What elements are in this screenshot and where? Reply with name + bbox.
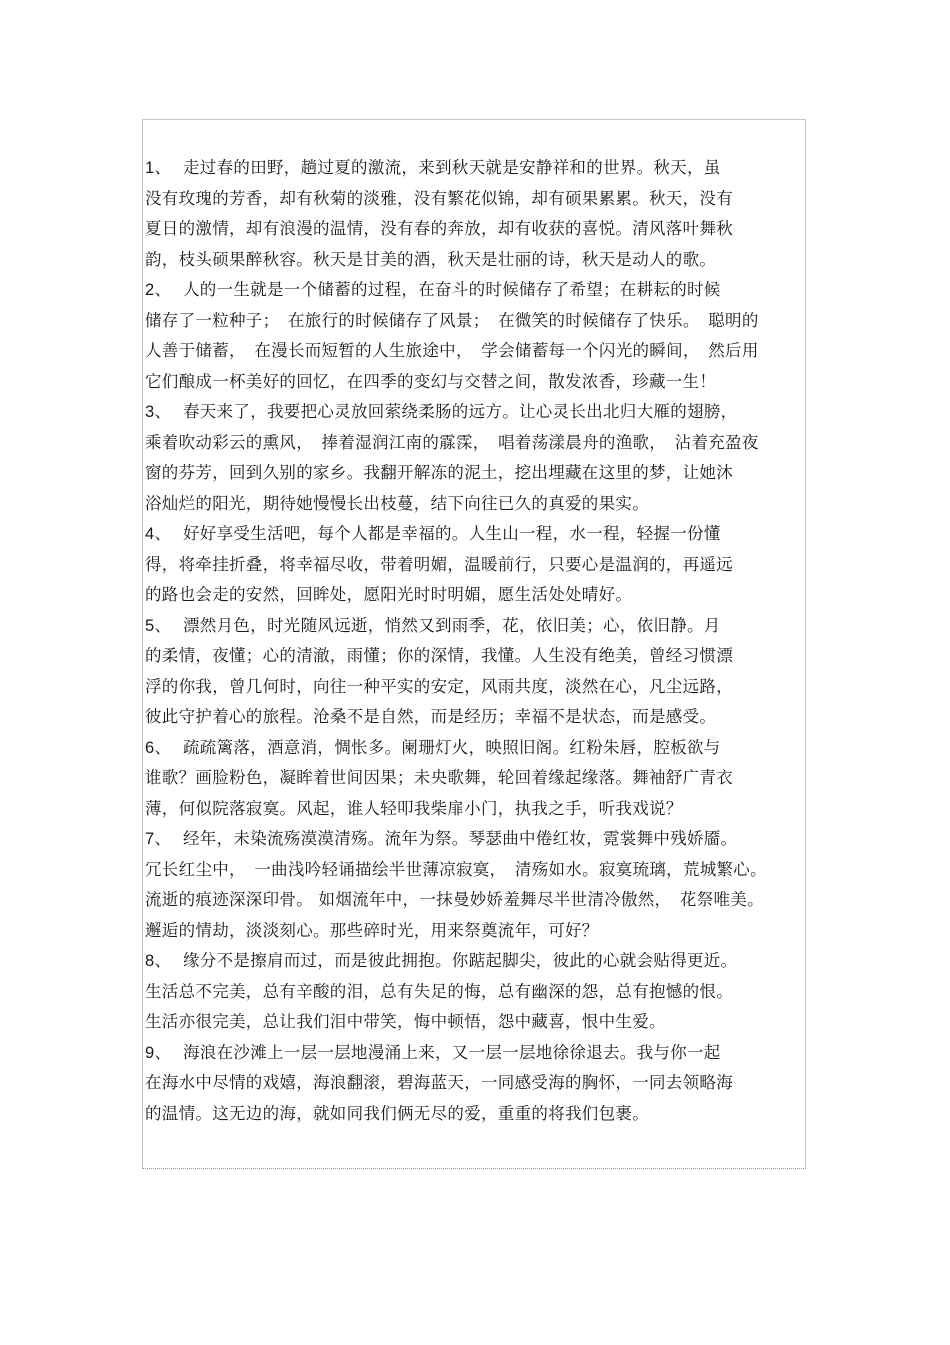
paragraph-line — [145, 367, 810, 398]
paragraph-line — [145, 885, 810, 916]
paragraph-line — [145, 916, 810, 947]
paragraph-text: 的柔情，夜懂；心的清澈，雨懂；你的深情，我懂。人生没有绝美，曾经习惯漂 — [145, 646, 733, 665]
paragraph-line — [145, 733, 810, 764]
paragraph-line — [145, 153, 810, 184]
paragraph-line — [145, 489, 810, 520]
paragraph-5 — [145, 611, 810, 733]
paragraph-text: 在海水中尽情的戏嬉，海浪翻滚，碧海蓝天，一同感受海的胸怀，一同去领略海 — [145, 1073, 733, 1092]
paragraph-line — [145, 214, 810, 245]
paragraph-9 — [145, 1038, 810, 1130]
paragraph-text: 缘分不是擦肩而过，而是彼此拥抱。你踮起脚尖，彼此的心就会贴得更近。 — [183, 951, 738, 970]
paragraph-text: 得，将牵挂折叠，将幸福尽收，带着明媚，温暖前行，只要心是温润的，再遥远 — [145, 554, 733, 574]
paragraph-line — [145, 946, 810, 977]
paragraph-line — [145, 1007, 810, 1038]
paragraph-text: 人善于储蓄， 在漫长而短暂的人生旅途中， 学会储蓄每一个闪光的瞬间， 然后用 — [145, 341, 759, 360]
paragraph-text: 邂逅的情劫，淡淡刻心。那些碎时光，用来祭奠流年，可好？ — [145, 920, 599, 940]
paragraph-line — [145, 580, 810, 611]
paragraph-number: 8、 — [145, 952, 172, 970]
paragraph-line — [145, 641, 810, 672]
paragraph-text: 春天来了，我要把心灵放回萦绕柔肠的远方。让心灵长出北归大雁的翅膀， — [183, 402, 738, 421]
paragraph-text: 走过春的田野，趟过夏的激流，来到秋天就是安静祥和的世界。秋天，虽 — [183, 158, 721, 177]
paragraph-text: 漂然月色，时光随风远逝，悄然又到雨季，花，依旧美；心，依旧静。月 — [183, 615, 721, 635]
paragraph-number: 1、 — [145, 159, 172, 177]
paragraph-line — [145, 1099, 810, 1130]
paragraph-text: 储存了一粒种子； 在旅行的时候储存了风景； 在微笑的时候储存了快乐。 聪明的 — [145, 310, 759, 330]
paragraph-7 — [145, 824, 810, 946]
paragraph-text: 疏疏篱落，酒意消，惆怅多。阑珊灯火，映照旧阁。红粉朱唇，腔板欲与 — [183, 737, 721, 757]
paragraph-line — [145, 428, 810, 459]
paragraph-1 — [145, 153, 810, 275]
paragraph-number: 2、 — [145, 281, 172, 299]
paragraph-number: 3、 — [145, 403, 172, 421]
paragraph-text: 冗长红尘中， 一曲浅吟轻诵描绘半世薄凉寂寞， 清殇如水。寂寞琉璃，荒城繁心。 — [145, 859, 767, 879]
paragraph-line — [145, 611, 810, 642]
paragraph-text: 韵，枝头硕果醉秋容。秋天是甘美的酒，秋天是壮丽的诗，秋天是动人的歌。 — [145, 249, 717, 269]
paragraph-text: 流逝的痕迹深深印骨。 如烟流年中，一抹曼妙娇羞舞尽半世清冷傲然， 花祭唯美。 — [145, 890, 764, 909]
paragraph-text: 没有玫瑰的芳香，却有秋菊的淡雅，没有繁花似锦，却有硕果累累。秋天，没有 — [145, 188, 733, 208]
paragraph-number: 9、 — [145, 1043, 172, 1062]
paragraph-line — [145, 977, 810, 1008]
paragraph-2 — [145, 275, 810, 397]
paragraph-text: 人的一生就是一个储蓄的过程，在奋斗的时候储存了希望；在耕耘的时候 — [183, 280, 721, 299]
paragraph-line — [145, 824, 810, 855]
paragraph-text: 海浪在沙滩上一层一层地漫涌上来，又一层一层地徐徐退去。我与你一起 — [183, 1042, 721, 1062]
paragraph-line — [145, 1068, 810, 1099]
paragraph-line — [145, 550, 810, 581]
paragraph-line — [145, 702, 810, 733]
paragraph-line — [145, 1038, 810, 1069]
paragraph-line — [145, 397, 810, 428]
paragraph-text: 薄，何似院落寂寞。风起，谁人轻叩我柴扉小门，执我之手，听我戏说？ — [145, 798, 683, 818]
paragraph-line — [145, 519, 810, 550]
paragraph-text: 窗的芬芳，回到久别的家乡。我翻开解冻的泥土，挖出埋藏在这里的梦，让她沐 — [145, 463, 733, 482]
paragraph-line — [145, 794, 810, 825]
paragraph-8 — [145, 946, 810, 1038]
paragraph-6 — [145, 733, 810, 825]
paragraph-line — [145, 184, 810, 215]
paragraph-text: 生活总不完美，总有辛酸的泪，总有失足的悔，总有幽深的怨，总有抱憾的恨。 — [145, 981, 733, 1001]
document-body — [145, 153, 810, 1129]
paragraph-line — [145, 763, 810, 794]
paragraph-number: 4、 — [145, 525, 172, 543]
paragraph-text: 的路也会走的安然，回眸处，愿阳光时时明媚，愿生活处处晴好。 — [145, 585, 633, 604]
paragraph-number: 7、 — [145, 830, 172, 848]
paragraph-line — [145, 336, 810, 367]
paragraph-4 — [145, 519, 810, 611]
paragraph-text: 夏日的激情，却有浪漫的温情，没有春的奔放，却有收获的喜悦。清风落叶舞秋 — [145, 219, 733, 238]
paragraph-text: 彼此守护着心的旅程。沧桑不是自然，而是经历；幸福不是状态，而是感受。 — [145, 707, 717, 726]
paragraph-line — [145, 458, 810, 489]
paragraph-3 — [145, 397, 810, 519]
paragraph-number: 5、 — [145, 616, 172, 635]
paragraph-text: 浮的你我，曾几何时，向往一种平实的安定，风雨共度，淡然在心，凡尘远路， — [145, 676, 733, 696]
paragraph-text: 谁歌？画脸粉色，凝眸着世间因果；未央歌舞，轮回着缘起缘落。舞袖舒广青衣 — [145, 768, 733, 787]
paragraph-line — [145, 672, 810, 703]
paragraph-line — [145, 306, 810, 337]
paragraph-text: 它们酿成一杯美好的回忆，在四季的变幻与交替之间，散发浓香，珍藏一生！ — [145, 371, 717, 391]
paragraph-number: 6、 — [145, 738, 172, 757]
paragraph-line — [145, 275, 810, 306]
paragraph-line — [145, 855, 810, 886]
paragraph-text: 经年，未染流殇漠漠清殇。流年为祭。琴瑟曲中倦红妆，霓裳舞中残娇靥。 — [183, 829, 738, 848]
paragraph-text: 乘着吹动彩云的熏风， 捧着湿润江南的霡霂， 唱着荡漾晨舟的渔歌， 沾着充盈夜 — [145, 432, 759, 452]
paragraph-line — [145, 245, 810, 276]
paragraph-text: 好好享受生活吧，每个人都是幸福的。人生山一程，水一程，轻握一份懂 — [183, 524, 721, 543]
paragraph-text: 浴灿烂的阳光，期待她慢慢长出枝蔓，结下向往已久的真爱的果实。 — [145, 493, 649, 513]
paragraph-text: 的温情。这无边的海，就如同我们俩无尽的爱，重重的将我们包裹。 — [145, 1103, 649, 1123]
paragraph-text: 生活亦很完美，总让我们泪中带笑，悔中顿悟，怨中藏喜，恨中生爱。 — [145, 1012, 666, 1031]
